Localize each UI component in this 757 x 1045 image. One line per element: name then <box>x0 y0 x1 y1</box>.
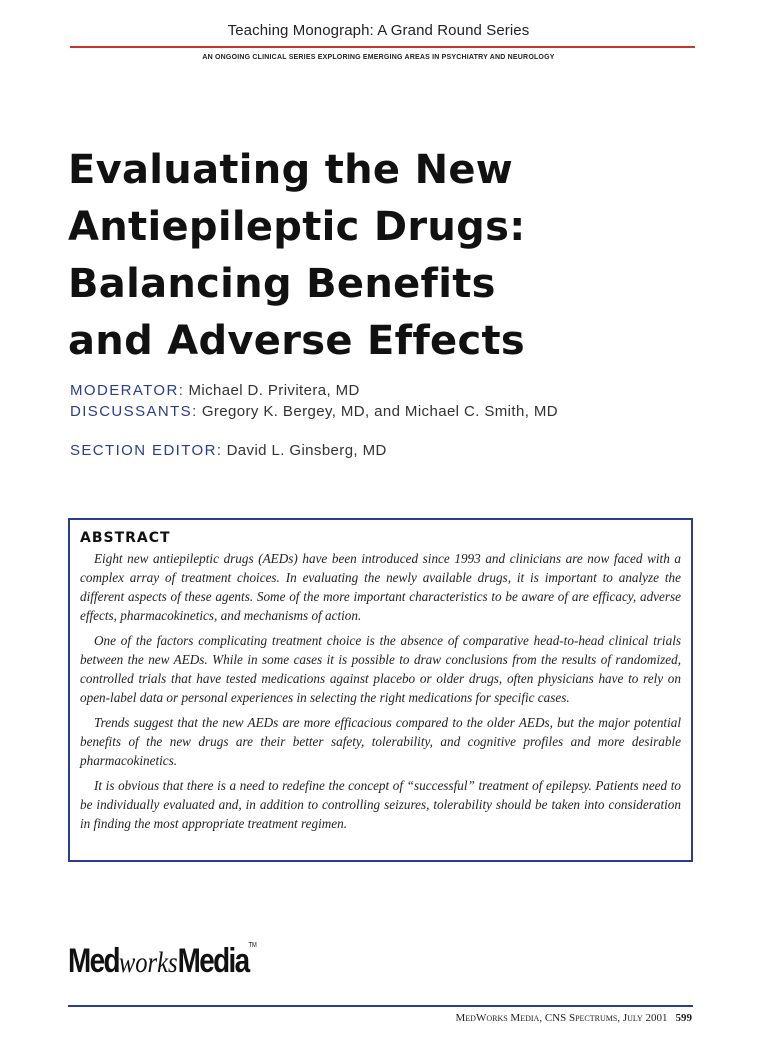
page-number: 599 <box>675 1012 692 1024</box>
logo-media: Media <box>177 942 249 980</box>
footer-divider <box>68 1005 693 1007</box>
abstract-heading: ABSTRACT <box>80 530 171 546</box>
logo-works: works <box>118 946 178 979</box>
title-line-1: Evaluating the New <box>68 147 514 193</box>
header-divider <box>70 46 695 48</box>
section-editor-credit <box>70 442 387 459</box>
discussants-names: Gregory K. Bergey, MD, and Michael C. Smith, MD <box>201 403 558 420</box>
series-subtitle: AN ONGOING CLINICAL SERIES EXPLORING EMERGING AREAS IN PSYCHIATRY AND NEUROLOGY <box>202 54 555 61</box>
abstract-paragraph: Eight new antiepileptic drugs (AEDs) have been introduced since 1993 and clinicians are now faced with a complex array of treatment choices. In evaluating the newly available drugs, it is important to analyze the different aspects of these agents. Some of the more important characteristics to be aware of are efficacy, adverse effects, pharmacokinetics, and mechanisms of action. <box>80 551 681 623</box>
moderator-credit <box>70 382 360 399</box>
series-title: Teaching Monograph: A Grand Round Series <box>227 22 530 39</box>
abstract-box <box>68 518 693 862</box>
abstract-paragraph: Trends suggest that the new AEDs are more efficacious compared to the older AEDs, but the major potential benefits of the new drugs are their better safety, tolerability, and cognitive profiles and more desirable pharmacokinetics. <box>80 715 681 768</box>
article-title <box>68 142 628 370</box>
title-line-4: and Adverse Effects <box>68 318 526 364</box>
abstract-paragraph: One of the factors complicating treatment choice is the absence of comparative head-to-head clinical trials between the new AEDs. While in some cases it is possible to draw conclusions from the results of randomized, controlled trials that have tested medications against placebo or older drugs, often physicians have to rely on open-label data or personal experiences in selecting the right medications for specific cases. <box>80 633 681 705</box>
discussants-label: DISCUSSANTS: <box>70 403 198 420</box>
title-line-2: Antiepileptic Drugs: <box>68 204 526 250</box>
section-editor-names: David L. Ginsberg, MD <box>226 442 387 459</box>
discussants-credit <box>70 403 558 420</box>
moderator-names: Michael D. Privitera, MD <box>188 382 360 399</box>
footer-citation: MedWorks Media, CNS Spectrums, July 2001 <box>455 1012 668 1024</box>
logo-trademark: TM <box>248 942 257 949</box>
medworks-media-logo <box>68 942 257 981</box>
abstract-paragraph: It is obvious that there is a need to redefine the concept of “successful” treatment of epilepsy. Patients need to be individually evaluated and, in addition to controlling seizures, tolerability should be taken into consideration in finding the most appropriate treatment regimen. <box>80 778 681 831</box>
section-editor-label: SECTION EDITOR: <box>70 442 223 459</box>
title-line-3: Balancing Benefits <box>68 261 496 307</box>
logo-med: Med <box>68 942 119 980</box>
moderator-label: MODERATOR: <box>70 382 185 399</box>
footer <box>456 1012 692 1024</box>
